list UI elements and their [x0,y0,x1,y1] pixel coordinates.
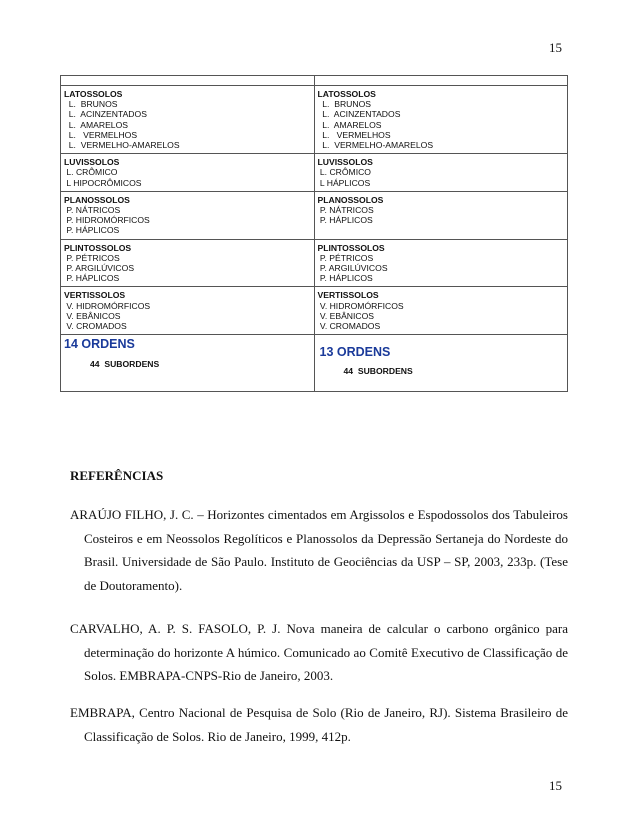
reference-line: Costeiros e em Neossolos Regolíticos e Planossolos da Depressão Sertaneja do Nordeste do [84,530,568,546]
soil-suborder: P. HIDROMÓRFICOS [64,215,150,226]
soil-suborder: L. CRÔMICO [317,167,371,178]
reference-entry [70,503,568,597]
soil-cell-left [61,287,315,335]
soil-suborder: P. NÁTRICOS [317,205,374,216]
soil-suborder: P. PÉTRICOS [317,252,374,263]
soil-order-name: PLANOSSOLOS [317,194,384,205]
total-orders-left: 14 ORDENS [64,337,135,352]
total-suborders-left: 44 SUBORDENS [90,359,160,370]
totals-row [61,335,568,392]
totals-cell-right [314,335,568,392]
reference-entry [70,701,568,748]
soil-cell-left [61,86,315,154]
soil-suborder: L. VERMELHOS [64,129,138,140]
soil-suborder: L. VERMELHO-AMARELOS [64,140,180,151]
soil-order-row [61,86,568,154]
header-cell-right [314,76,568,86]
soil-suborder: P. HÁPLICOS [64,273,120,284]
soil-suborder: V. HIDROMÓRFICOS [317,300,404,311]
reference-line: Classificação de Solos. Rio de Janeiro, 1999, 412p. [84,728,351,744]
soil-cell-left [61,154,315,192]
soil-suborder: V. CROMADOS [317,321,381,332]
soil-suborder: P. HÁPLICOS [64,225,120,236]
soil-suborder: V. EBÂNICOS [64,310,121,321]
soil-order-name: PLANOSSOLOS [64,194,130,205]
soil-order-row [61,287,568,335]
soil-suborder: L. AMARELOS [317,119,382,130]
page-number-top: 15 [549,40,562,55]
page-number-bottom: 15 [549,778,562,793]
soil-order-name: LUVISSOLOS [64,157,120,168]
soil-order-name: LUVISSOLOS [317,157,373,168]
totals-cell-left [61,335,315,392]
soil-order-name: PLINTOSSOLOS [317,242,385,253]
reference-line: EMBRAPA, Centro Nacional de Pesquisa de Solo (Rio de Janeiro, RJ). Sistema Brasileiro de [70,705,568,720]
soil-cell-right [314,154,568,192]
reference-line: de Doutoramento). [84,577,183,593]
soil-cell-left [61,239,315,287]
header-cell-left [61,76,315,86]
reference-line: ARAÚJO FILHO, J. C. – Horizontes cimentados em Argissolos e Espodossolos dos Tabuleiros [70,507,568,522]
soil-order-name: LATOSSOLOS [64,89,123,99]
soil-suborder: L. VERMELHO-AMARELOS [317,140,434,151]
table-header-row [61,76,568,86]
soil-suborder: L HÁPLICOS [317,177,371,188]
soil-suborder: V. HIDROMÓRFICOS [64,300,151,311]
soil-suborder: P. PÉTRICOS [64,252,120,263]
soil-suborder: L. CRÔMICO [64,167,118,178]
soil-suborder: L. BRUNOS [317,99,371,110]
soil-classification-table [60,75,568,392]
soil-order-name: LATOSSOLOS [317,89,376,99]
soil-order-row [61,191,568,239]
reference-line: Solos. EMBRAPA-CNPS-Rio de Janeiro, 2003. [84,668,334,683]
soil-cell-right [314,239,568,287]
reference-entry [70,617,568,688]
soil-order-row [61,154,568,192]
soil-suborder: P. ARGILÚVICOS [317,263,388,274]
soil-cell-right [314,86,568,154]
soil-suborder: V. CROMADOS [64,321,127,332]
reference-line: Brasil. Universidade de São Paulo. Instituto de Geociências da USP – SP, 2003, 233p. (Tese [84,554,568,569]
total-suborders-right: 44 SUBORDENS [343,366,413,377]
soil-suborder: L. VERMELHOS [317,129,391,140]
soil-suborder: P. NÁTRICOS [64,205,121,216]
reference-line: CARVALHO, A. P. S. FASOLO, P. J. Nova maneira de calcular o carbono orgânico para [70,621,568,636]
soil-order-name: VERTISSOLOS [64,290,126,301]
soil-cell-right [314,287,568,335]
soil-suborder: L. AMARELOS [64,119,128,130]
soil-suborder: P. HÁPLICOS [317,215,373,226]
soil-order-name: VERTISSOLOS [317,290,379,301]
soil-suborder: P. HÁPLICOS [317,273,373,284]
soil-suborder: L HIPOCRÔMICOS [64,177,142,188]
soil-order-row [61,239,568,287]
total-orders-right: 13 ORDENS [319,345,391,360]
soil-cell-right [314,191,568,239]
soil-suborder: V. EBÂNICOS [317,310,375,321]
soil-suborder: P. ARGILÚVICOS [64,263,135,274]
soil-suborder: L. ACINZENTADOS [64,109,147,120]
soil-order-name: PLINTOSSOLOS [64,242,132,253]
soil-suborder: L. ACINZENTADOS [317,109,401,120]
references-heading: REFERÊNCIAS [70,468,164,483]
soil-suborder: L. BRUNOS [64,99,118,110]
reference-line: determinação do horizonte A húmico. Comunicado ao Comitê Executivo de Classificação de [84,644,568,660]
soil-cell-left [61,191,315,239]
